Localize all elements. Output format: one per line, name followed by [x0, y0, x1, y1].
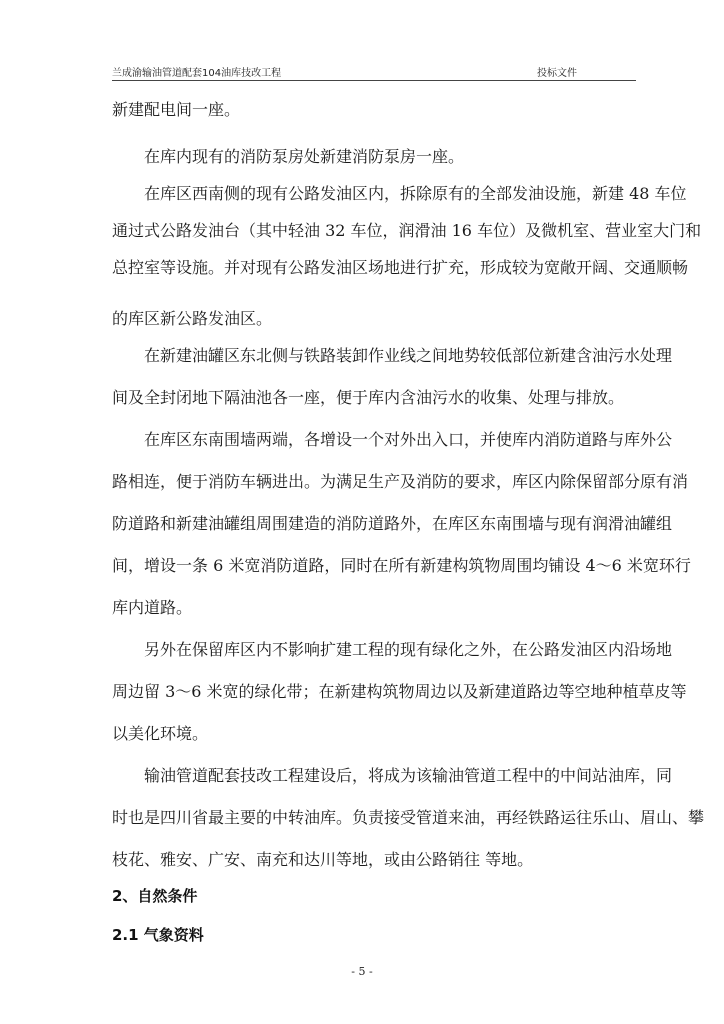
paragraph-line: 时也是四川省最主要的中转油库。负责接受管道来油，再经铁路运往乐山、眉山、攀 — [112, 808, 705, 827]
paragraph-line: 另外在保留库区内不影响扩建工程的现有绿化之外，在公路发油区内沿场地 — [144, 640, 673, 659]
paragraph-line: 在库区西南侧的现有公路发油区内，拆除原有的全部发油设施，新建 48 车位 — [144, 184, 687, 203]
paragraph-line: 新建配电间一座。 — [112, 100, 241, 119]
header-project-title: 兰成渝输油管道配套104油库技改工程 — [112, 68, 282, 79]
paragraph-line: 枝花、雅安、广安、南充和达川等地，或由公路销往 等地。 — [112, 850, 534, 869]
paragraph-line: 总控室等设施。并对现有公路发油区场地进行扩充，形成较为宽敞开阔、交通顺畅 — [112, 258, 689, 277]
paragraph-line: 防道路和新建油罐组周围建造的消防道路外，在库区东南围墙与现有润滑油罐组 — [112, 514, 673, 533]
header-document-type: 投标文件 — [537, 68, 577, 79]
paragraph-line: 通过式公路发油台（其中轻油 32 车位，润滑油 16 车位）及微机室、营业室大门和 — [112, 221, 702, 240]
paragraph-line: 在库区东南围墙两端，各增设一个对外出入口，并使库内消防道路与库外公 — [144, 430, 673, 449]
paragraph-line: 在新建油罐区东北侧与铁路装卸作业线之间地势较低部位新建含油污水处理 — [144, 346, 673, 365]
paragraph-line: 的库区新公路发油区。 — [112, 309, 273, 328]
page-number: - 5 - — [351, 965, 373, 978]
paragraph-line: 输油管道配套技改工程建设后，将成为该输油管道工程中的中间站油库，同 — [144, 766, 673, 785]
section-heading: 2、自然条件 — [112, 887, 198, 905]
paragraph-line: 周边留 3～6 米宽的绿化带；在新建构筑物周边以及新建道路边等空地种植草皮等 — [112, 682, 687, 701]
paragraph-line: 库内道路。 — [112, 598, 193, 617]
paragraph-line: 间及全封闭地下隔油池各一座，便于库内含油污水的收集、处理与排放。 — [112, 388, 625, 407]
paragraph-line: 间，增设一条 6 米宽消防道路，同时在所有新建构筑物周围均铺设 4～6 米宽环行 — [112, 556, 691, 575]
paragraph-line: 以美化环境。 — [112, 724, 209, 743]
page-header — [112, 60, 636, 81]
paragraph-line: 路相连，便于消防车辆进出。为满足生产及消防的要求，库区内除保留部分原有消 — [112, 472, 689, 491]
subsection-heading: 2.1 气象资料 — [112, 926, 204, 944]
paragraph-line: 在库内现有的消防泵房处新建消防泵房一座。 — [144, 147, 465, 166]
